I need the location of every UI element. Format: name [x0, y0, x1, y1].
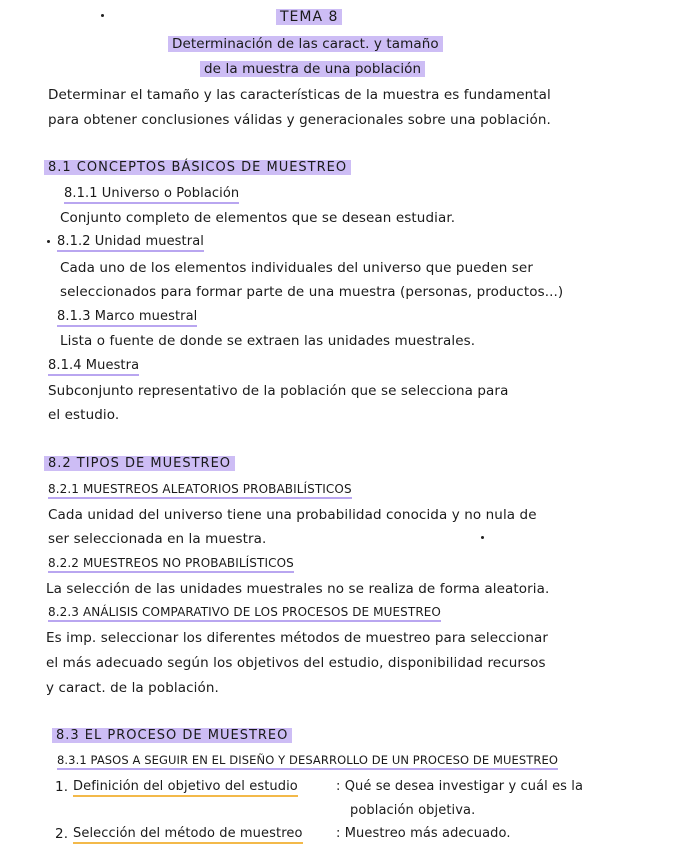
step-1-text2: población objetiva.	[350, 803, 476, 818]
page-title-line1: Determinación de las caract. y tamaño	[168, 36, 443, 52]
sub-8-2-3-heading: 8.2.3 ANÁLISIS COMPARATIVO DE LOS PROCESOS DE MUESTREO	[48, 605, 441, 622]
sub-8-1-4-text1: Subconjunto representativo de la población que se selecciona para	[48, 383, 509, 399]
sub-8-1-2-heading: 8.1.2 Unidad muestral	[57, 234, 204, 252]
sub-8-3-1-heading: 8.3.1 PASOS A SEGUIR EN EL DISEÑO Y DESARROLLO DE UN PROCESO DE MUESTREO	[57, 753, 558, 770]
sub-8-2-3-text3: y caract. de la población.	[46, 680, 219, 696]
sub-8-1-4-heading: 8.1.4 Muestra	[48, 358, 139, 376]
intro-line2: para obtener conclusiones válidas y generacionales sobre una población.	[48, 112, 551, 128]
bullet-dot	[47, 240, 50, 243]
step-1-label: Definición del objetivo del estudio	[73, 779, 298, 797]
sub-8-2-3-text2: el más adecuado según los objetivos del estudio, disponibilidad recursos	[46, 655, 546, 671]
ink-dot	[101, 14, 104, 17]
tema-label: TEMA 8	[276, 9, 342, 25]
sub-8-2-1-text1: Cada unidad del universo tiene una probabilidad conocida y no nula de	[48, 507, 537, 523]
sub-8-1-4-text2: el estudio.	[48, 407, 120, 423]
section-8-1-heading: 8.1 CONCEPTOS BÁSICOS DE MUESTREO	[44, 160, 351, 175]
sub-8-1-3-heading: 8.1.3 Marco muestral	[57, 309, 197, 327]
sub-8-2-2-text: La selección de las unidades muestrales no se realiza de forma aleatoria.	[46, 581, 550, 597]
step-1-number: 1.	[55, 779, 69, 795]
sub-8-2-3-text1: Es imp. seleccionar los diferentes métodos de muestreo para seleccionar	[46, 630, 549, 646]
section-8-3-heading: 8.3 EL PROCESO DE MUESTREO	[52, 728, 292, 743]
page-title-line2: de la muestra de una población	[200, 61, 425, 77]
step-1-text1: : Qué se desea investigar y cuál es la	[336, 779, 584, 794]
intro-line1: Determinar el tamaño y las características de la muestra es fundamental	[48, 87, 551, 103]
step-2-label: Selección del método de muestreo	[73, 826, 303, 844]
sub-8-2-1-heading: 8.2.1 MUESTREOS ALEATORIOS PROBABILÍSTICOS	[48, 482, 352, 499]
sub-8-1-2-text1: Cada uno de los elementos individuales del universo que pueden ser	[60, 260, 533, 276]
step-2-number: 2.	[55, 826, 69, 842]
step-2-text: : Muestreo más adecuado.	[336, 826, 511, 841]
sub-8-2-1-text2: ser seleccionada en la muestra.	[48, 531, 267, 547]
ink-dot	[481, 536, 484, 539]
sub-8-1-2-text2: seleccionados para formar parte de una muestra (personas, productos...)	[60, 284, 564, 300]
sub-8-1-1-text: Conjunto completo de elementos que se desean estudiar.	[60, 210, 456, 226]
sub-8-1-3-text: Lista o fuente de donde se extraen las unidades muestrales.	[60, 333, 476, 349]
sub-8-1-1-heading: 8.1.1 Universo o Población	[64, 186, 239, 204]
section-8-2-heading: 8.2 TIPOS DE MUESTREO	[44, 456, 235, 471]
sub-8-2-2-heading: 8.2.2 MUESTREOS NO PROBABILÍSTICOS	[48, 556, 294, 573]
